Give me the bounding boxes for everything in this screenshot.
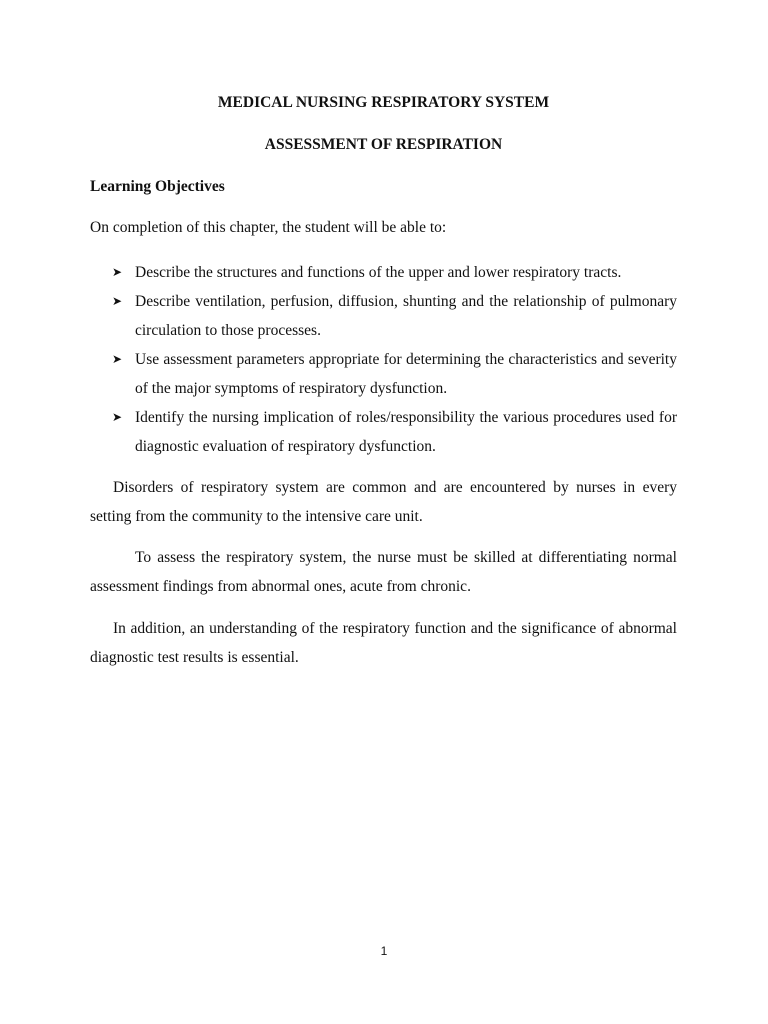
objective-item — [90, 287, 677, 345]
arrowhead-bullet-icon: ➤ — [112, 294, 123, 308]
body-paragraph: To assess the respiratory system, the nurse must be skilled at differentiating normal assessment findings from abnormal ones, acute from chronic. — [90, 549, 677, 595]
objective-text: Describe the structures and functions of the upper and lower respiratory tracts. — [135, 264, 622, 281]
objective-item — [90, 345, 677, 403]
page-number: 1 — [380, 944, 388, 958]
arrowhead-bullet-icon: ➤ — [112, 265, 123, 279]
intro-text: On completion of this chapter, the student will be able to: — [90, 219, 447, 236]
body-paragraph: In addition, an understanding of the respiratory function and the significance of abnormal diagnostic test results is essential. — [90, 620, 677, 666]
arrowhead-bullet-icon: ➤ — [112, 410, 123, 424]
objective-item — [90, 403, 677, 461]
objective-text: Use assessment parameters appropriate for determining the characteristics and severity of the major symptoms of respiratory dysfunction. — [135, 351, 677, 397]
body-paragraph: Disorders of respiratory system are common and are encountered by nurses in every setting from the community to the intensive care unit. — [90, 479, 677, 525]
objective-item — [90, 258, 677, 287]
document-subtitle: ASSESSMENT OF RESPIRATION — [264, 136, 503, 153]
arrowhead-bullet-icon: ➤ — [112, 352, 123, 366]
objective-text: Identify the nursing implication of roles/responsibility the various procedures used for diagnostic evaluation of respiratory dysfunction. — [135, 409, 677, 455]
objective-text: Describe ventilation, perfusion, diffusion, shunting and the relationship of pulmonary circulation to those processes. — [135, 293, 677, 339]
section-heading: Learning Objectives — [90, 178, 225, 195]
document-page — [90, 0, 677, 1024]
objectives-list — [90, 258, 677, 461]
document-title: MEDICAL NURSING RESPIRATORY SYSTEM — [217, 94, 550, 111]
